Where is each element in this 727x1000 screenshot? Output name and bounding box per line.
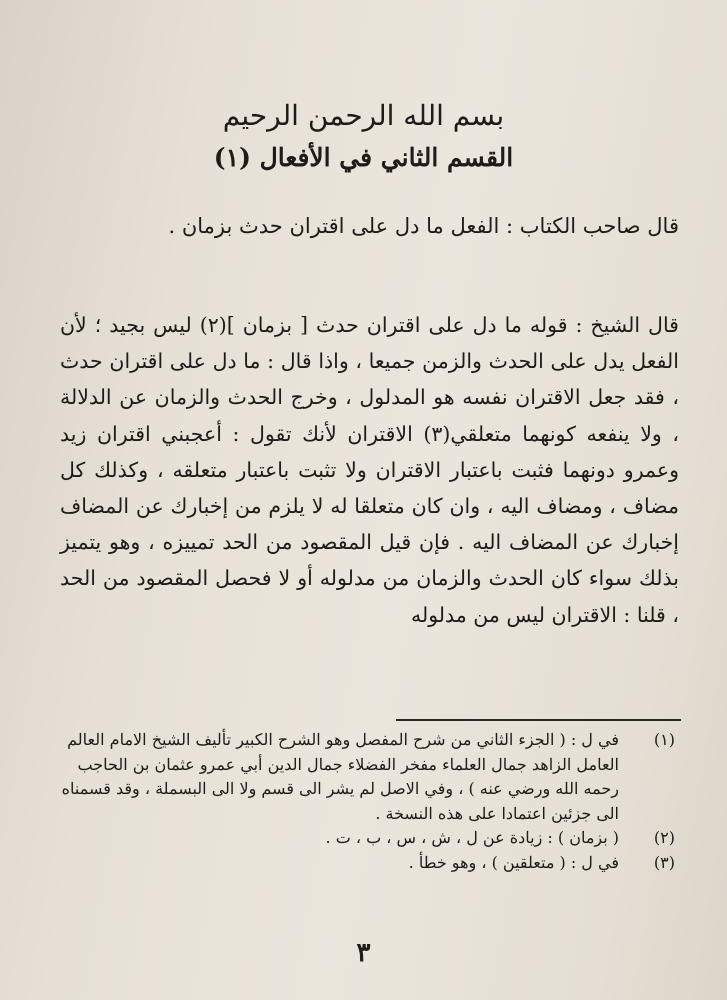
footnote-number: (١) — [653, 730, 675, 749]
footnote-number: (٣) — [653, 852, 675, 872]
footnote-2 — [60, 826, 675, 851]
footnote-1 — [60, 728, 675, 826]
footnote-3 — [60, 851, 675, 876]
footnote-number: (٢) — [653, 828, 675, 847]
intro-text: قال صاحب الكتاب : الفعل ما دل على اقتران حدث بزمان . — [168, 214, 679, 238]
basmala-heading: بسم الله الرحمن الرحيم — [222, 99, 505, 132]
page-number: ٣ — [356, 938, 371, 968]
footnote-text: في ل : ( متعلقين ) ، وهو خطأ . — [408, 852, 619, 872]
footnotes — [60, 728, 675, 875]
section-title: القسم الثاني في الأفعال (١) — [213, 143, 514, 172]
main-text: قال الشيخ : قوله ما دل على اقتران حدث [ بزمان ](٢) ليس بجيد ؛ لأن الفعل يدل على الحدث والزمن جميعا ، واذا قال : ما دل على اقتران حدث ، فقد جعل الاقتران نفسه هو المدلول ، وخرج الحدث والزمان عن الدلالة ، ولا ينفعه كونهما متعلقي(٣) الاقتران لأنك تقول : أعجبني اقتران زيد وعمرو دونهما فثبت باعتبار الاقتران ولا تثبت باعتبار متعلقه ، وكذلك كل مضاف ، ومضاف اليه ، وان كان متعلقا له لا يلزم من إخبارك عن المضاف إخبارك عن المضاف اليه . فإن قيل المقصود من الحد تمييزه ، وهو يتميز بذلك سواء كان الحدث والزمان من مدلوله أو لا فحصل المقصود من الحد ، قلنا : الاقتران ليس من مدلوله — [60, 313, 679, 627]
footnote-text: ( بزمان ) : زيادة عن ل ، ش ، س ، ب ، ت . — [325, 828, 619, 847]
footnote-text: في ل : ( الجزء الثاني من شرح المفصل وهو الشرح الكبير تأليف الشيخ الامام العالم العامل الزاهد جمال العلماء مفخر الفضلاء جمال الدين أبي عمرو عثمان بن الحاجب رحمه الله ورضي عنه ) ، وفي الاصل لم يشر الى قسم ولا الى البسملة ، وقد قسمناه الى جزئين اعتمادا على هذه النسخة . — [61, 730, 619, 823]
intro-paragraph — [60, 208, 679, 245]
main-paragraph — [60, 307, 679, 633]
footnote-separator — [396, 719, 681, 721]
